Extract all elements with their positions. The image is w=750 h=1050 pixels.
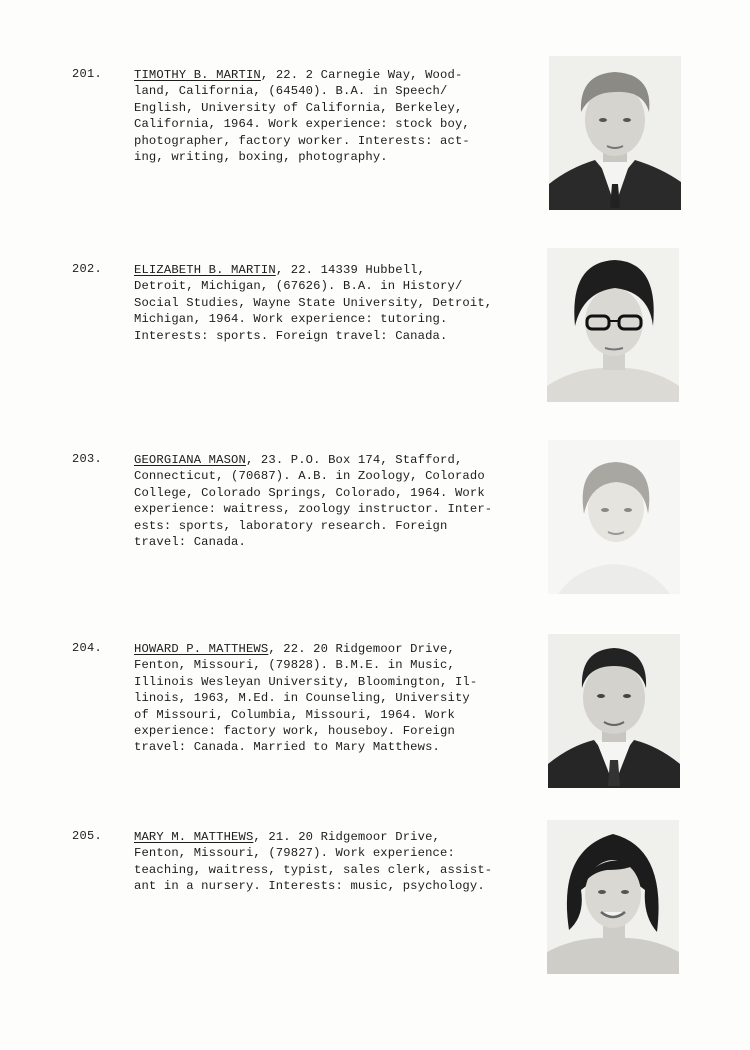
entry-line: linois, 1963, M.Ed. in Counseling, University bbox=[134, 691, 470, 706]
entry-line: Fenton, Missouri, (79828). B.M.E. in Music, bbox=[134, 658, 455, 673]
entry-line-1-rest: , 22. 14339 Hubbell, bbox=[275, 263, 426, 277]
person-name: TIMOTHY B. MARTIN bbox=[134, 68, 261, 82]
entry-line: ests: sports, laboratory research. Foreign bbox=[134, 518, 448, 533]
entry-line: experience: waitress, zoology instructor. Inter- bbox=[134, 502, 493, 517]
entry-number: 203. bbox=[72, 452, 103, 466]
entry-text bbox=[134, 67, 529, 165]
entry-line: California, 1964. Work experience: stock boy, bbox=[134, 117, 470, 132]
portrait-photo-203 bbox=[548, 440, 680, 594]
portrait-photo-204 bbox=[548, 634, 680, 788]
entry-line: Fenton, Missouri, (79827). Work experience: bbox=[134, 846, 455, 861]
entry-line: Detroit, Michigan, (67626). B.A. in History/ bbox=[134, 279, 463, 294]
entry-line: Illinois Wesleyan University, Bloomington, Il- bbox=[134, 674, 478, 689]
entry-number: 201. bbox=[72, 67, 103, 81]
entry-line: experience: factory work, houseboy. Foreign bbox=[134, 724, 455, 739]
entry-number: 202. bbox=[72, 262, 103, 276]
entry-line-1 bbox=[134, 67, 529, 83]
entry-number: 205. bbox=[72, 829, 103, 843]
entry-line: Social Studies, Wayne State University, Detroit, bbox=[134, 295, 493, 310]
entry-line-1-rest: , 22. 2 Carnegie Way, Wood- bbox=[260, 68, 463, 82]
portrait-photo-205 bbox=[547, 820, 679, 974]
portrait-photo-201 bbox=[549, 56, 681, 210]
entry-line-1 bbox=[134, 829, 529, 845]
entry-line: of Missouri, Columbia, Missouri, 1964. Work bbox=[134, 707, 455, 722]
entry-text bbox=[134, 262, 529, 344]
entry-line: ing, writing, boxing, photography. bbox=[134, 150, 388, 165]
entry-text bbox=[134, 829, 529, 895]
entry-line-1-rest: , 22. 20 Ridgemoor Drive, bbox=[268, 642, 455, 656]
entry-line-1-rest: , 21. 20 Ridgemoor Drive, bbox=[253, 830, 441, 844]
entry-line: teaching, waitress, typist, sales clerk, assist- bbox=[134, 862, 493, 877]
entry-line: travel: Canada. Married to Mary Matthews. bbox=[134, 740, 441, 755]
entry-line: ant in a nursery. Interests: music, psychology. bbox=[134, 879, 485, 894]
entry-line-1 bbox=[134, 262, 529, 278]
person-name: ELIZABETH B. MARTIN bbox=[134, 263, 276, 277]
entry-line: English, University of California, Berkeley, bbox=[134, 100, 463, 115]
entry-line: Michigan, 1964. Work experience: tutoring. bbox=[134, 312, 448, 327]
person-name: MARY M. MATTHEWS bbox=[134, 830, 254, 844]
person-name: HOWARD P. MATTHEWS bbox=[134, 642, 269, 656]
entry-line-1 bbox=[134, 452, 529, 468]
entry-line-1-rest: , 23. P.O. Box 174, Stafford, bbox=[245, 453, 463, 467]
entry-line: Interests: sports. Foreign travel: Canada. bbox=[134, 328, 448, 343]
portrait-photo-202 bbox=[547, 248, 679, 402]
entry-line: photographer, factory worker. Interests: act- bbox=[134, 133, 470, 148]
entry-number: 204. bbox=[72, 641, 103, 655]
entry-line: travel: Canada. bbox=[134, 535, 246, 550]
entry-text bbox=[134, 641, 529, 756]
entry-line: land, California, (64540). B.A. in Speech/ bbox=[134, 84, 448, 99]
entry-line-1 bbox=[134, 641, 529, 657]
entry-line: College, Colorado Springs, Colorado, 1964. Work bbox=[134, 485, 485, 500]
entry-line: Connecticut, (70687). A.B. in Zoology, Colorado bbox=[134, 469, 485, 484]
person-name: GEORGIANA MASON bbox=[134, 453, 246, 467]
entry-text bbox=[134, 452, 529, 550]
